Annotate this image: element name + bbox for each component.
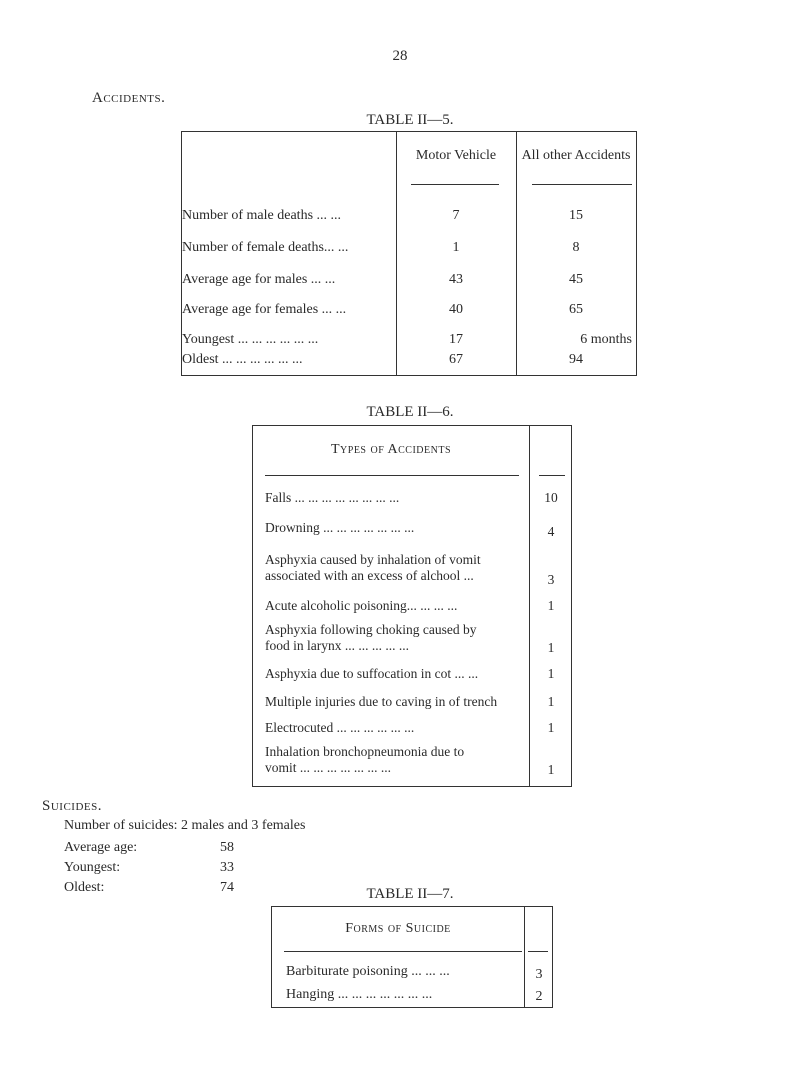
row-label: Number of female deaths... ... (182, 240, 349, 255)
accident-count: 1 (547, 666, 555, 681)
other-value: 15 (569, 208, 583, 223)
accident-type-cont: associated with an excess of alchool ... (265, 568, 474, 583)
table5-header-other: All other Accidents (521, 148, 631, 163)
stat-value: 58 (220, 840, 234, 855)
accident-count: 1 (547, 720, 555, 735)
accident-count: 3 (547, 572, 555, 587)
suicide-stat (64, 840, 137, 856)
motor-value: 40 (449, 302, 463, 317)
accident-type: Inhalation bronchopneumonia due to (265, 744, 465, 759)
accident-type: Asphyxia caused by inhalation of vomit (265, 552, 481, 567)
suicide-stat (64, 860, 120, 876)
motor-value: 1 (452, 240, 460, 255)
other-value: 6 months (580, 332, 632, 347)
table7-caption: TABLE II—7. (366, 886, 454, 902)
row-label: Number of male deaths ... ... (182, 208, 342, 223)
suicide-stat (64, 818, 305, 834)
accident-count: 4 (547, 524, 555, 539)
stat-label: Youngest: (64, 860, 121, 875)
table7-header-rule (284, 951, 522, 952)
table6-header-rule (265, 475, 519, 476)
accident-type: Falls ... ... ... ... ... ... ... ... (265, 490, 400, 505)
table7 (271, 906, 553, 1008)
motor-value: 7 (452, 208, 460, 223)
table-row (182, 302, 636, 322)
accident-type: Electrocuted ... ... ... ... ... ... (265, 720, 415, 735)
table6-header: Types of Accidents (330, 442, 452, 457)
table7-header: Forms of Suicide (345, 921, 451, 936)
row-label: Average age for males ... ... (182, 272, 336, 287)
stat-value: 74 (220, 880, 234, 895)
suicide-form: Barbiturate poisoning ... ... ... (286, 964, 450, 979)
table6-caption: TABLE II—6. (366, 404, 454, 420)
table5-header-motor: Motor Vehicle (415, 148, 497, 163)
accident-type-cont: food in larynx ... ... ... ... ... (265, 638, 409, 653)
accident-count: 1 (547, 694, 555, 709)
stat-value: 2 males and 3 females (181, 818, 306, 833)
accident-count: 10 (544, 490, 558, 505)
other-value: 8 (572, 240, 580, 255)
suicides-heading: Suicides. (42, 798, 102, 814)
other-value: 45 (569, 272, 583, 287)
accident-type-cont: vomit ... ... ... ... ... ... ... (265, 760, 392, 775)
row-label: Oldest ... ... ... ... ... ... (182, 352, 303, 367)
accident-type: Asphyxia following choking caused by (265, 622, 477, 637)
row-label: Youngest ... ... ... ... ... ... (182, 332, 319, 347)
accident-type: Drowning ... ... ... ... ... ... ... (265, 520, 415, 535)
accident-count: 1 (547, 762, 555, 777)
suicide-count: 3 (535, 967, 543, 982)
table6 (252, 425, 572, 787)
table5-header-rule (532, 184, 632, 185)
table5-caption: TABLE II—5. (366, 112, 454, 128)
accident-type: Asphyxia due to suffocation in cot ... ... (265, 666, 479, 681)
motor-value: 43 (449, 272, 463, 287)
accident-type: Multiple injuries due to caving in of trench (265, 694, 498, 709)
accident-count: 1 (547, 640, 555, 655)
accident-type: Acute alcoholic poisoning... ... ... ... (265, 598, 458, 613)
table7-header-rule (528, 951, 548, 952)
stat-value: 33 (220, 860, 234, 875)
table-row (182, 332, 636, 352)
suicide-form: Hanging ... ... ... ... ... ... ... (286, 987, 433, 1002)
table-row (182, 208, 636, 228)
stat-label: Oldest: (64, 880, 105, 895)
motor-value: 17 (449, 332, 463, 347)
table5 (181, 131, 637, 376)
suicide-stat (64, 880, 104, 896)
accidents-heading: Accidents. (92, 90, 166, 106)
table-row (182, 352, 636, 372)
table-row (182, 272, 636, 292)
suicide-count: 2 (535, 989, 543, 1004)
accident-count: 1 (547, 598, 555, 613)
other-value: 94 (569, 352, 583, 367)
stat-label: Number of suicides: (64, 818, 178, 833)
row-label: Average age for females ... ... (182, 302, 347, 317)
table6-header-rule (539, 475, 565, 476)
table5-header-rule (411, 184, 499, 185)
page-number: 28 (392, 48, 408, 64)
other-value: 65 (569, 302, 583, 317)
motor-value: 67 (449, 352, 463, 367)
table-row (182, 240, 636, 260)
stat-label: Average age: (64, 840, 138, 855)
